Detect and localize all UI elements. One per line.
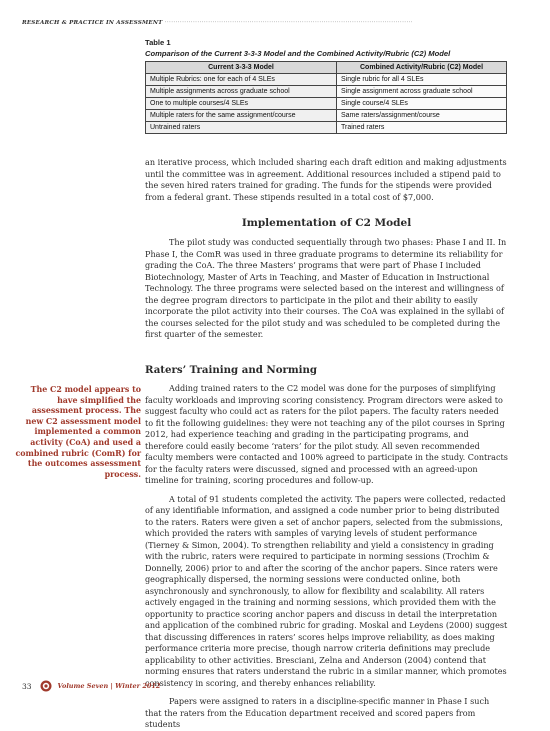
running-head xyxy=(22,20,527,26)
comparison-table-block xyxy=(145,38,507,134)
phase-paragraph-block xyxy=(145,237,508,341)
table-caption: Comparison of the Current 3-3-3 Model and the Combined Activity/Rubric (C2) Model xyxy=(145,49,451,58)
table-row xyxy=(146,98,507,110)
table-header-current-model: Current 3-3-3 Model xyxy=(146,62,337,74)
journal-volume: Volume Seven | Winter 2012 xyxy=(57,682,161,690)
raters-paragraph-block xyxy=(145,383,508,731)
table-cell: Untrained raters xyxy=(146,122,337,134)
pull-quote: The C2 model appears to have simplified the assessment process. The new C2 assessment model implemented a common activity (CoA) and used a combined rubric (ComR) for the outcomes assessment process. xyxy=(15,385,141,479)
running-head-title: RESEARCH & PRACTICE IN ASSESSMENT xyxy=(22,20,163,26)
section-heading: Implementation of C2 Model xyxy=(241,217,412,229)
subsection-heading: Raters’ Training and Norming xyxy=(145,364,318,376)
table-cell: Single course/4 SLEs xyxy=(337,98,507,110)
table-cell: One to multiple courses/4 SLEs xyxy=(146,98,337,110)
comparison-table xyxy=(145,61,507,134)
table-row xyxy=(146,110,507,122)
page-footer xyxy=(22,680,160,692)
table-cell: Single assignment across graduate school xyxy=(337,86,507,98)
body-paragraph: Papers were assigned to raters in a discipline-specific manner in Phase I such that the raters from the Education department received and scored papers from students xyxy=(145,696,490,729)
body-paragraph: an iterative process, which included sharing each draft edition and making adjustments until the committee was in agreement. Additional resources included a stipend paid to the seven hired raters trained for grading. The funds for the stipends were provided from a federal grant. These stipends resulted in a total cost of $7,000. xyxy=(145,157,507,202)
intro-paragraph-block xyxy=(145,157,508,203)
table-cell: Multiple raters for the same assignment/course xyxy=(146,110,337,122)
body-paragraph: The pilot study was conducted sequentially through two phases: Phase I and II. In Phase I, the ComR was used in three graduate programs to determine its reliability for grading the CoA. The three Masters’ programs that were part of Phase I included Biotechnology, Master of Arts in Teaching, and Master of Education in Instructional Technology. The three programs were selected based on the interest and willingness of the degree program directors to participate in the pilot and their ability to easily incorporate the pilot activity into their courses. The CoA was explained in the syllabi of the courses selected for the pilot study and was scheduled to be completed during the first quarter of the semester. xyxy=(145,237,507,339)
table-cell: Trained raters xyxy=(337,122,507,134)
table-header-c2-model: Combined Activity/Rubric (C2) Model xyxy=(337,62,507,74)
table-cell: Multiple Rubrics: one for each of 4 SLEs xyxy=(146,74,337,86)
table-header-row xyxy=(146,62,507,74)
body-paragraph: A total of 91 students completed the activity. The papers were collected, redacted of any identifiable information, and assigned a code number prior to being distributed to the raters. Raters were given a set of anchor papers, selected from the submissions, which provided the raters with samples of varying levels of student performance (Tierney & Simon, 2004). To strengthen reliability and yield a consistency in grading with the rubric, raters were required to participate in norming sessions (Trochim & Donnelly, 2006) prior to and after the scoring of the anchor papers. Since raters were geographically dispersed, the norming sessions were conducted online, both asynchronously and synchronously, to allow for flexibility and scalability. All raters actively engaged in the training and norming sessions, which provided them with the opportunity to practice scoring anchor papers and discuss in detail the interpretation and application of the combined rubric for grading. Moskal and Leydens (2000) suggest that discussing differences in raters’ scores helps improve reliability, as does making performance criteria more precise, though narrow criteria definitions may preclude applicability to other activities. Bresciani, Zelna and Anderson (2004) contend that norming ensures that raters understand the rubric in a similar manner, which promotes consistency in scoring, and thereby enhances reliability. xyxy=(145,493,508,688)
table-row xyxy=(146,86,507,98)
table-cell: Single rubric for all 4 SLEs xyxy=(337,74,507,86)
table-cell: Multiple assignments across graduate school xyxy=(146,86,337,98)
rpa-logo-icon xyxy=(38,680,54,692)
body-paragraph: Adding trained raters to the C2 model was done for the purposes of simplifying faculty workloads and improving scoring consistency. Program directors were asked to suggest faculty who could act as raters for the pilot papers. The faculty raters needed to fit the following guidelines: they were not teaching any of the pilot courses in Spring 2012, had experience teaching and grading in the participating programs, and therefore could easily become ‘raters’ for the pilot study. All seven recommended faculty members were contacted and 100% agreed to participate in the study. Contracts for the faculty raters were discussed, signed and processed with an agreed-upon timeline for training, scoring procedures and follow-up. xyxy=(145,383,508,485)
page-number: 33 xyxy=(22,681,32,691)
table-row xyxy=(146,74,507,86)
table-row xyxy=(146,122,507,134)
table-cell: Same raters/assignment/course xyxy=(337,110,507,122)
table-label: Table 1 xyxy=(145,38,171,47)
running-head-rule: ·················································································································· xyxy=(164,20,413,26)
